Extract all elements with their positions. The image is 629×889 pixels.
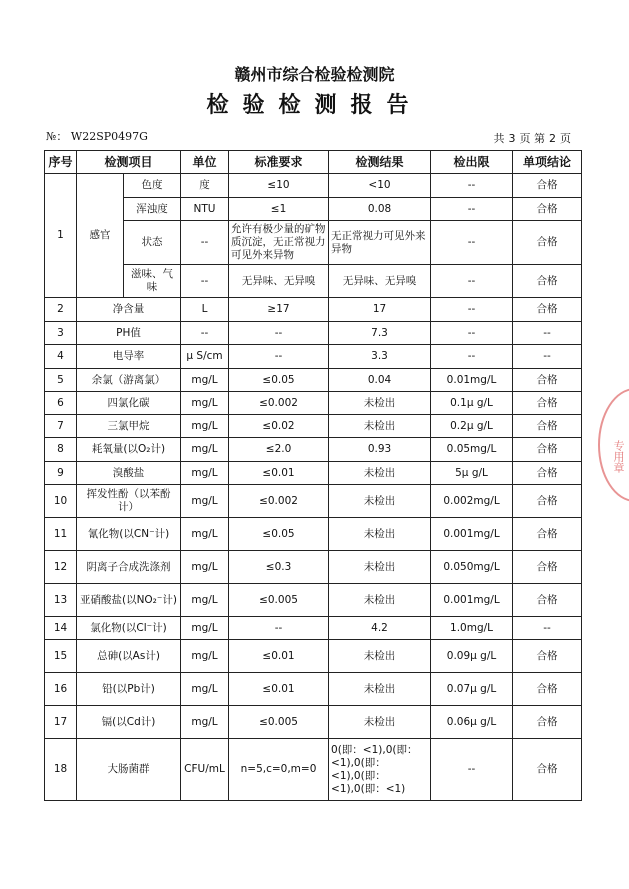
row-no: 15 xyxy=(45,640,77,673)
table-header-row xyxy=(45,151,582,174)
row-conclusion: 合格 xyxy=(513,221,582,265)
row-item: 净含量 xyxy=(77,298,181,322)
row-no: 13 xyxy=(45,584,77,617)
row-limit: 0.002mg/L xyxy=(431,485,513,518)
header-no: 序号 xyxy=(45,151,77,174)
row-limit: 0.05mg/L xyxy=(431,438,513,462)
row-conclusion: 合格 xyxy=(513,392,582,415)
row-standard: ≤0.05 xyxy=(229,369,329,392)
row-conclusion: 合格 xyxy=(513,198,582,221)
row-conclusion: 合格 xyxy=(513,298,582,322)
row-no: 18 xyxy=(45,739,77,801)
row-standard: 无异味、无异嗅 xyxy=(229,265,329,298)
row-item: 总砷(以As计) xyxy=(77,640,181,673)
row-limit: -- xyxy=(431,739,513,801)
row-conclusion: 合格 xyxy=(513,438,582,462)
row-standard: ≤0.02 xyxy=(229,415,329,438)
row-standard: n=5,c=0,m=0 xyxy=(229,739,329,801)
row-unit: mg/L xyxy=(181,369,229,392)
row-item: 耗氧量(以O₂计) xyxy=(77,438,181,462)
row-standard: -- xyxy=(229,345,329,369)
row-limit: 0.1μ g/L xyxy=(431,392,513,415)
row-unit: 度 xyxy=(181,174,229,198)
row-standard: -- xyxy=(229,617,329,640)
table-row xyxy=(45,584,582,617)
header-result: 检测结果 xyxy=(329,151,431,174)
row-unit: μ S/cm xyxy=(181,345,229,369)
row-no: 2 xyxy=(45,298,77,322)
page-indicator xyxy=(492,130,574,146)
row-unit: mg/L xyxy=(181,640,229,673)
row-unit: -- xyxy=(181,322,229,345)
row-item: PH值 xyxy=(77,322,181,345)
row-result: 未检出 xyxy=(329,462,431,485)
table-row xyxy=(45,551,582,584)
table-row xyxy=(45,485,582,518)
row-conclusion: 合格 xyxy=(513,415,582,438)
table-row xyxy=(45,739,582,801)
row-item: 余氯（游离氯） xyxy=(77,369,181,392)
row-unit: mg/L xyxy=(181,438,229,462)
row-limit: 0.07μ g/L xyxy=(431,673,513,706)
row-standard: ≤1 xyxy=(229,198,329,221)
row-no: 9 xyxy=(45,462,77,485)
row-item: 状态 xyxy=(124,221,181,265)
row-result: 4.2 xyxy=(329,617,431,640)
row-limit: -- xyxy=(431,298,513,322)
row-standard: -- xyxy=(229,322,329,345)
row-unit: mg/L xyxy=(181,584,229,617)
row-conclusion: 合格 xyxy=(513,640,582,673)
row-limit: 0.050mg/L xyxy=(431,551,513,584)
table-row xyxy=(45,617,582,640)
header-conclusion: 单项结论 xyxy=(513,151,582,174)
table-row xyxy=(45,369,582,392)
row-no: 4 xyxy=(45,345,77,369)
table-row xyxy=(45,415,582,438)
header-limit: 检出限 xyxy=(431,151,513,174)
row-standard: ≤2.0 xyxy=(229,438,329,462)
row-no: 11 xyxy=(45,518,77,551)
row-conclusion: -- xyxy=(513,322,582,345)
row-standard: ≤0.005 xyxy=(229,706,329,739)
results-table xyxy=(44,150,582,801)
row-unit: mg/L xyxy=(181,415,229,438)
row-result: 未检出 xyxy=(329,392,431,415)
row-result: 未检出 xyxy=(329,584,431,617)
row-result: 0.93 xyxy=(329,438,431,462)
header-unit: 单位 xyxy=(181,151,229,174)
row-unit: mg/L xyxy=(181,462,229,485)
table-row xyxy=(45,221,582,265)
page-current: 2 xyxy=(549,132,556,145)
row-limit: -- xyxy=(431,345,513,369)
row-item: 铅(以Pb计) xyxy=(77,673,181,706)
row-unit: NTU xyxy=(181,198,229,221)
row-item: 色度 xyxy=(124,174,181,198)
row-conclusion: 合格 xyxy=(513,673,582,706)
row-limit: 5μ g/L xyxy=(431,462,513,485)
row-result: 未检出 xyxy=(329,551,431,584)
row-unit: -- xyxy=(181,221,229,265)
row-item: 大肠菌群 xyxy=(77,739,181,801)
row-result: 未检出 xyxy=(329,640,431,673)
table-row xyxy=(45,392,582,415)
page-mid: 页 第 xyxy=(519,132,545,145)
row-limit: -- xyxy=(431,174,513,198)
row-result: 未检出 xyxy=(329,706,431,739)
row-limit: -- xyxy=(431,265,513,298)
row-limit: 0.09μ g/L xyxy=(431,640,513,673)
row-conclusion: -- xyxy=(513,345,582,369)
row-limit: -- xyxy=(431,322,513,345)
table-row xyxy=(45,673,582,706)
table-row xyxy=(45,322,582,345)
row-item: 三氯甲烷 xyxy=(77,415,181,438)
row-standard: ≥17 xyxy=(229,298,329,322)
row-no: 7 xyxy=(45,415,77,438)
row-standard: ≤0.05 xyxy=(229,518,329,551)
row-unit: mg/L xyxy=(181,485,229,518)
header-item: 检测项目 xyxy=(77,151,181,174)
row-result: 0.08 xyxy=(329,198,431,221)
table-row xyxy=(45,438,582,462)
row-no: 1 xyxy=(45,174,77,298)
organization-name: 赣州市综合检验检测院 xyxy=(234,65,395,84)
row-result: 7.3 xyxy=(329,322,431,345)
row-conclusion: 合格 xyxy=(513,706,582,739)
row-limit: -- xyxy=(431,221,513,265)
row-conclusion: 合格 xyxy=(513,518,582,551)
table-row xyxy=(45,298,582,322)
row-result: 未检出 xyxy=(329,485,431,518)
row-unit: mg/L xyxy=(181,706,229,739)
report-number: №： W22SP0497G xyxy=(46,130,148,143)
table-row xyxy=(45,640,582,673)
page-suffix: 页 xyxy=(560,132,571,145)
row-result: 未检出 xyxy=(329,673,431,706)
page-prefix: 共 xyxy=(493,132,505,145)
table-row xyxy=(45,265,582,298)
row-result: <10 xyxy=(329,174,431,198)
table-row xyxy=(45,345,582,369)
row-no: 14 xyxy=(45,617,77,640)
row-item: 镉(以Cd计) xyxy=(77,706,181,739)
row-item: 阴离子合成洗涤剂 xyxy=(77,551,181,584)
row-standard: ≤0.005 xyxy=(229,584,329,617)
row-conclusion: 合格 xyxy=(513,551,582,584)
row-item: 滋味、气味 xyxy=(124,265,181,298)
row-item: 电导率 xyxy=(77,345,181,369)
row-conclusion: 合格 xyxy=(513,369,582,392)
row-limit: -- xyxy=(431,198,513,221)
group-label: 感官 xyxy=(77,174,124,298)
row-no: 6 xyxy=(45,392,77,415)
row-standard: ≤0.01 xyxy=(229,673,329,706)
row-result: 0.04 xyxy=(329,369,431,392)
row-unit: CFU/mL xyxy=(181,739,229,801)
row-item: 氯化物(以Cl⁻计) xyxy=(77,617,181,640)
table-row xyxy=(45,174,582,198)
row-conclusion: 合格 xyxy=(513,739,582,801)
row-result: 0(即：<1),0(即：<1),0(即：<1),0(即：<1),0(即：<1) xyxy=(329,739,431,801)
row-result: 3.3 xyxy=(329,345,431,369)
report-title: 检验检测报告 xyxy=(206,93,423,118)
row-no: 17 xyxy=(45,706,77,739)
row-conclusion: 合格 xyxy=(513,485,582,518)
row-no: 16 xyxy=(45,673,77,706)
row-no: 8 xyxy=(45,438,77,462)
row-standard: ≤0.002 xyxy=(229,485,329,518)
row-unit: mg/L xyxy=(181,617,229,640)
row-result: 17 xyxy=(329,298,431,322)
header-standard: 标准要求 xyxy=(229,151,329,174)
row-limit: 0.2μ g/L xyxy=(431,415,513,438)
page-total: 3 xyxy=(508,132,516,145)
row-conclusion: 合格 xyxy=(513,265,582,298)
row-limit: 0.01mg/L xyxy=(431,369,513,392)
row-item: 氰化物(以CN⁻计) xyxy=(77,518,181,551)
row-unit: mg/L xyxy=(181,392,229,415)
row-no: 5 xyxy=(45,369,77,392)
row-conclusion: 合格 xyxy=(513,174,582,198)
table-row xyxy=(45,198,582,221)
row-standard: ≤0.002 xyxy=(229,392,329,415)
row-item: 挥发性酚（以苯酚计） xyxy=(77,485,181,518)
row-limit: 1.0mg/L xyxy=(431,617,513,640)
row-standard: ≤10 xyxy=(229,174,329,198)
table-row xyxy=(45,706,582,739)
row-no: 3 xyxy=(45,322,77,345)
row-no: 10 xyxy=(45,485,77,518)
row-conclusion: -- xyxy=(513,617,582,640)
row-result: 未检出 xyxy=(329,518,431,551)
row-item: 溴酸盐 xyxy=(77,462,181,485)
row-limit: 0.001mg/L xyxy=(431,518,513,551)
row-item: 四氯化碳 xyxy=(77,392,181,415)
row-unit: mg/L xyxy=(181,551,229,584)
row-standard: ≤0.3 xyxy=(229,551,329,584)
row-standard: ≤0.01 xyxy=(229,640,329,673)
row-unit: mg/L xyxy=(181,673,229,706)
row-standard: 允许有极少量的矿物质沉淀，无正常视力可见外来异物 xyxy=(229,221,329,265)
row-item: 浑浊度 xyxy=(124,198,181,221)
row-limit: 0.001mg/L xyxy=(431,584,513,617)
seal-text: 专用章 xyxy=(612,440,625,473)
row-conclusion: 合格 xyxy=(513,462,582,485)
row-unit: L xyxy=(181,298,229,322)
row-limit: 0.06μ g/L xyxy=(431,706,513,739)
row-result: 无异味、无异嗅 xyxy=(329,265,431,298)
row-item: 亚硝酸盐(以NO₂⁻计) xyxy=(77,584,181,617)
row-result: 无正常视力可见外来异物 xyxy=(329,221,431,265)
row-result: 未检出 xyxy=(329,415,431,438)
row-unit: -- xyxy=(181,265,229,298)
row-conclusion: 合格 xyxy=(513,584,582,617)
table-row xyxy=(45,462,582,485)
table-row xyxy=(45,518,582,551)
row-unit: mg/L xyxy=(181,518,229,551)
row-no: 12 xyxy=(45,551,77,584)
row-standard: ≤0.01 xyxy=(229,462,329,485)
